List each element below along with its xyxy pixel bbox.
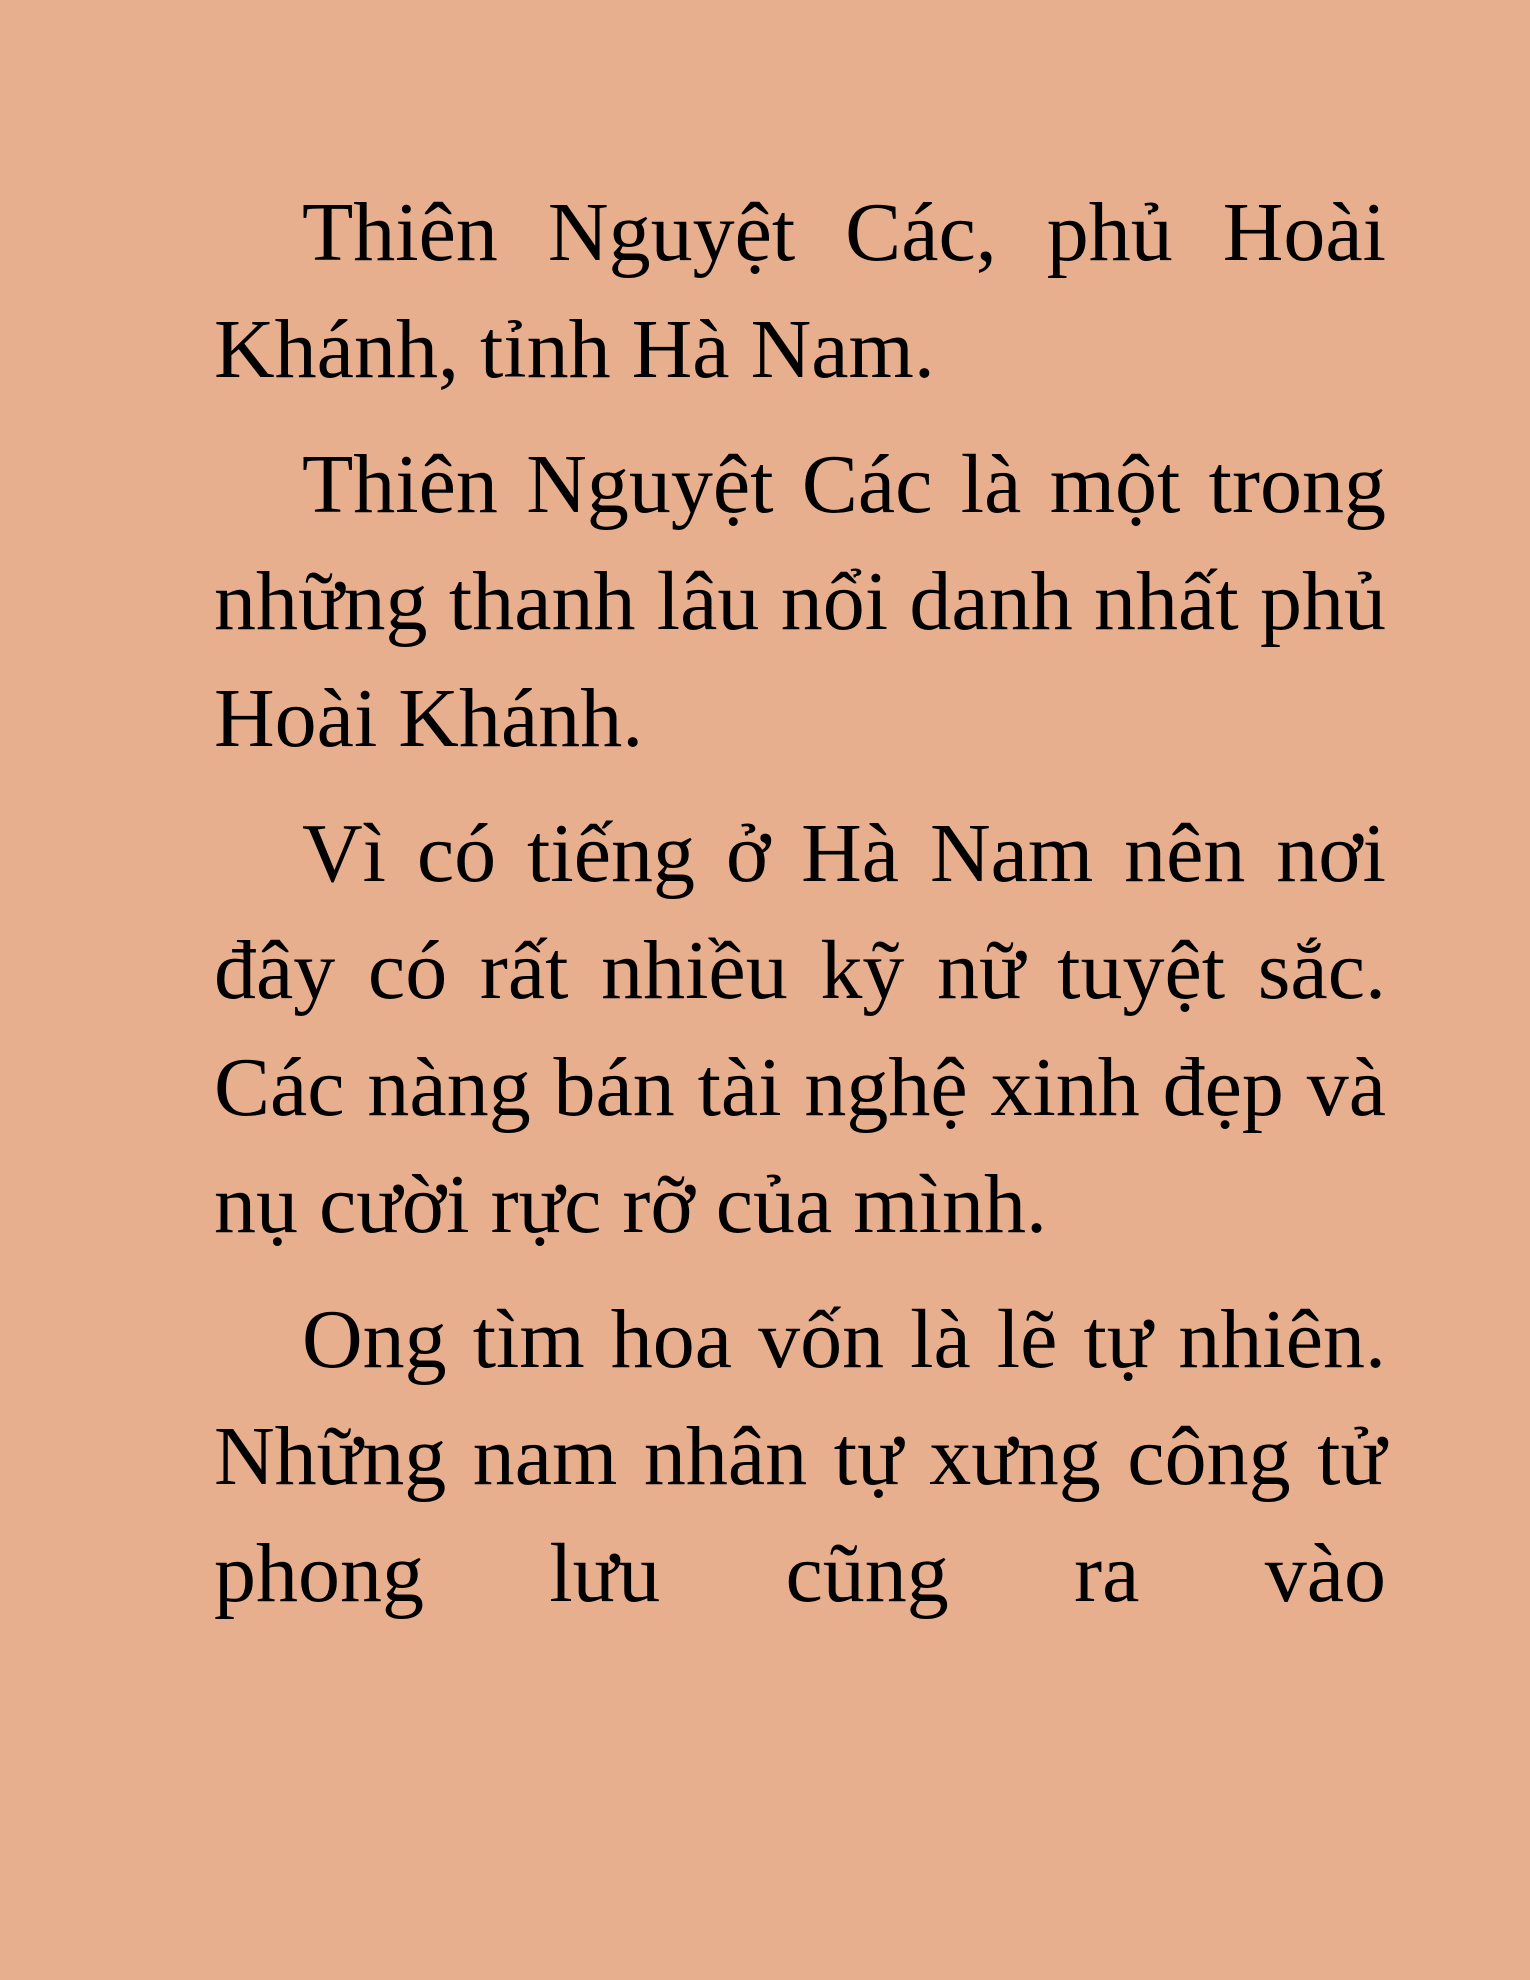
paragraph-2: Thiên Nguyệt Các là một trong những thanh lâu nổi danh nhất phủ Hoài Khánh. xyxy=(214,438,1386,765)
paragraph-3: Vì có tiếng ở Hà Nam nên nơi đây có rất nhiều kỹ nữ tuyệt sắc. Các nàng bán tài nghệ xinh đẹp và nụ cười rực rỡ của mình. xyxy=(214,807,1386,1251)
paragraph-4: Ong tìm hoa vốn là lẽ tự nhiên. Những nam nhân tự xưng công tử phong lưu cũng ra vào xyxy=(214,1293,1386,1620)
story-page xyxy=(214,174,1386,1650)
paragraph-1: Thiên Nguyệt Các, phủ Hoài Khánh, tỉnh Hà Nam. xyxy=(214,186,1386,396)
